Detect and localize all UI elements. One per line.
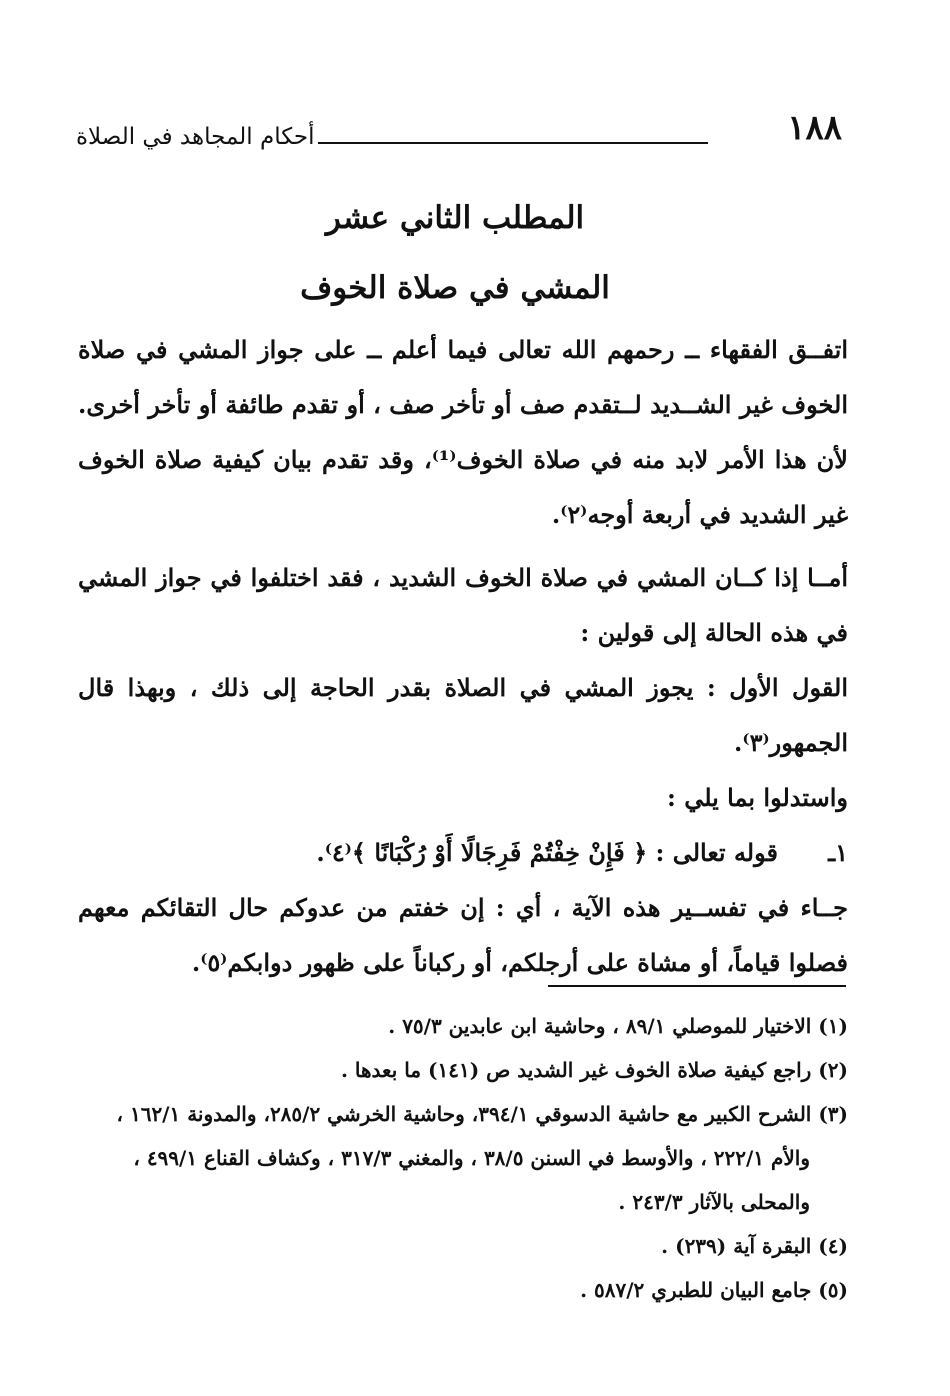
body-text: [78, 322, 848, 990]
header-rule: [318, 142, 708, 144]
footnote-5: (٥) جامع البيان للطبري ٥٨٧/٢ .: [580, 1278, 848, 1302]
section-heading: المطلب الثاني عشر: [325, 200, 585, 236]
footnotes: [78, 1004, 848, 1312]
paragraph-tafsir: جــاء في تفســير هذه الآية ، أي : إن خفتم من عدوكم حال التقائكم معهم فصلوا قياماً، أو مشاة على أرجلكم، أو ركباناً على ظهور دوابكم⁽٥⁾.: [78, 893, 848, 977]
paragraph-first-opinion: القول الأول : يجوز المشي في الصلاة بقدر الحاجة إلى ذلك ، وبهذا قال الجمهور⁽٣⁾.: [78, 673, 848, 757]
footnote-1: (١) الاختيار للموصلي ٨٩/١ ، وحاشية ابن عابدين ٧٥/٣ .: [388, 1014, 848, 1038]
footnote-3-cont-2: والمحلى بالآثار ٢٤٣/٣ .: [618, 1190, 810, 1214]
paragraph-agreement: اتفــق الفقهاء ــ رحمهم الله تعالى فيما أعلم ــ على جواز المشي في صلاة الخوف غير الشــديد لــتقدم صف أو تأخر صف ، أو تقدم طائفة أو تأخر أخرى. لأن هذا الأمر لابد منه في صلاة الخوف⁽¹⁾، وقد تقدم بيان كيفية صلاة الخوف غير الشديد في أربعة أوجه⁽٢⁾.: [78, 335, 848, 529]
running-title: أحكام المجاهد في الصلاة: [76, 124, 315, 150]
footnote-4: (٤) البقرة آية (٢٣٩) .: [661, 1234, 848, 1258]
page-number: ١٨٨: [787, 108, 842, 148]
footnote-2: (٢) راجع كيفية صلاة الخوف غير الشديد ص (١٤١) ما بعدها .: [340, 1058, 848, 1082]
item-text: قوله تعالى : ﴿ فَإِنْ خِفْتُمْ فَرِجَالًا أَوْ رُكْبَانًا ﴾⁽٤⁾.: [316, 838, 778, 867]
paragraph-disagreement: أمــا إذا كــان المشي في صلاة الخوف الشديد ، فقد اختلفوا في جواز المشي في هذه الحالة إلى قولين :: [78, 563, 848, 647]
evidence-item-1: [78, 825, 848, 880]
paragraph-evidence-intro: واستدلوا بما يلي :: [666, 783, 848, 812]
footnote-rule: [548, 985, 846, 987]
subsection-heading: المشي في صلاة الخوف: [300, 270, 610, 306]
footnote-3-cont: والأم ٢٢٢/١ ، والأوسط في السنن ٣٨/٥ ، والمغني ٣١٧/٣ ، وكشاف القناع ٤٩٩/١ ،: [133, 1146, 810, 1170]
item-number: ١ـ: [828, 838, 848, 867]
footnote-3: (٣) الشرح الكبير مع حاشية الدسوقي ٣٩٤/١، وحاشية الخرشي ٢٨٥/٢، والمدونة ١٦٢/١ ،: [116, 1102, 848, 1126]
